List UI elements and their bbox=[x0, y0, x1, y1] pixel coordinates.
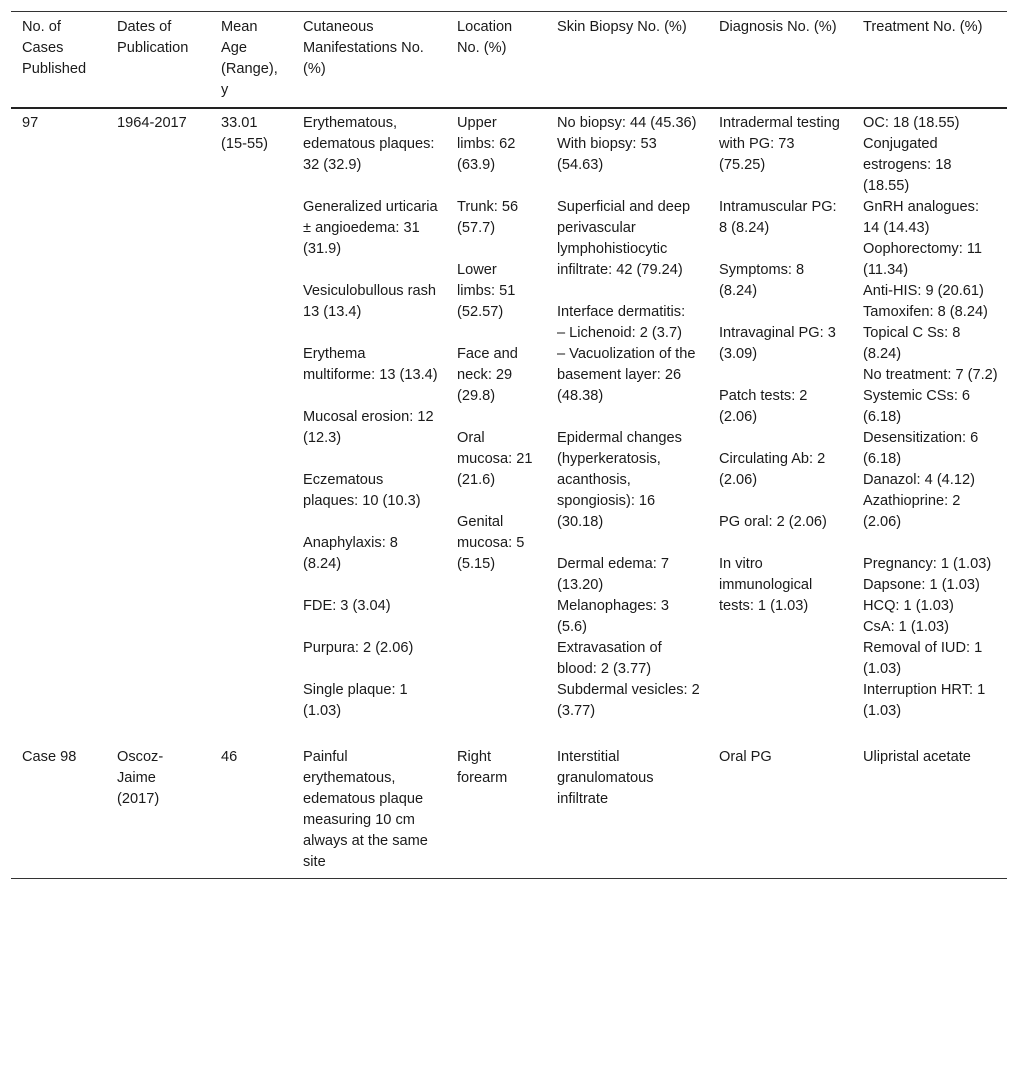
cell-location: Right forearm bbox=[457, 749, 508, 786]
header-diagnosis: Diagnosis No. (%) bbox=[719, 19, 837, 35]
list-item: OC: 18 (18.55) bbox=[863, 115, 960, 131]
list-item: Subdermal vesicles: 2 (3.77) bbox=[557, 682, 700, 719]
cell-diagnosis bbox=[708, 108, 852, 734]
spacer bbox=[719, 365, 844, 386]
list-item: Melanophages: 3 (5.6) bbox=[557, 598, 669, 635]
spacer bbox=[457, 407, 538, 428]
cell-cases: Case 98 bbox=[22, 749, 77, 765]
list-item: Oral mucosa: 21 (21.6) bbox=[457, 430, 533, 488]
list-item: Intradermal testing with PG: 73 (75.25) bbox=[719, 115, 840, 173]
table-row bbox=[11, 734, 1007, 879]
cell-biopsy bbox=[546, 108, 708, 734]
cell-manifestations bbox=[292, 108, 446, 734]
list-item: CsA: 1 (1.03) bbox=[863, 619, 949, 635]
list-item: Circulating Ab: 2 (2.06) bbox=[719, 451, 826, 488]
list-item: Oophorectomy: 11 (11.34) bbox=[863, 241, 982, 278]
list-item: – Vacuolization of the basement layer: 26 (48.38) bbox=[557, 346, 696, 404]
list-item: Extravasation of blood: 2 (3.77) bbox=[557, 640, 662, 677]
list-item: Tamoxifen: 8 (8.24) bbox=[863, 304, 988, 320]
spacer bbox=[457, 176, 538, 197]
header-location: Location No. (%) bbox=[457, 19, 513, 56]
spacer bbox=[457, 491, 538, 512]
list-item: Patch tests: 2 (2.06) bbox=[719, 388, 808, 425]
spacer bbox=[719, 176, 844, 197]
list-item: Removal of IUD: 1 (1.03) bbox=[863, 640, 983, 677]
list-item: Pregnancy: 1 (1.03) bbox=[863, 556, 992, 572]
spacer bbox=[303, 617, 438, 638]
list-item: Single plaque: 1 (1.03) bbox=[303, 682, 408, 719]
spacer bbox=[457, 239, 538, 260]
header-row bbox=[11, 12, 1007, 109]
table-row bbox=[11, 108, 1007, 734]
list-item: No biopsy: 44 (45.36) bbox=[557, 115, 697, 131]
list-item: – Lichenoid: 2 (3.7) bbox=[557, 325, 682, 341]
header-age: Mean Age (Range), y bbox=[221, 19, 278, 98]
spacer bbox=[303, 512, 438, 533]
list-item: Dapsone: 1 (1.03) bbox=[863, 577, 980, 593]
cell-cases: 97 bbox=[22, 115, 39, 131]
list-item: Lower limbs: 51 (52.57) bbox=[457, 262, 516, 320]
list-item: Systemic CSs: 6 (6.18) bbox=[863, 388, 971, 425]
spacer bbox=[557, 176, 700, 197]
list-item: Symptoms: 8 (8.24) bbox=[719, 262, 805, 299]
cell-biopsy: Interstitial granulomatous infiltrate bbox=[557, 749, 654, 807]
list-item: Purpura: 2 (2.06) bbox=[303, 640, 414, 656]
spacer bbox=[457, 323, 538, 344]
list-item: Dermal edema: 7 (13.20) bbox=[557, 556, 669, 593]
spacer bbox=[303, 176, 438, 197]
spacer bbox=[719, 302, 844, 323]
spacer bbox=[719, 533, 844, 554]
spacer bbox=[557, 407, 700, 428]
spacer bbox=[303, 386, 438, 407]
list-item: Desensitization: 6 (6.18) bbox=[863, 430, 979, 467]
list-item: In vitro immunological tests: 1 (1.03) bbox=[719, 556, 813, 614]
list-item: Genital mucosa: 5 (5.15) bbox=[457, 514, 525, 572]
cell-manifestations: Painful erythematous, edematous plaque measuring 10 cm always at the same site bbox=[303, 749, 428, 870]
list-item: HCQ: 1 (1.03) bbox=[863, 598, 954, 614]
list-item: Interruption HRT: 1 (1.03) bbox=[863, 682, 986, 719]
list-item: No treatment: 7 (7.2) bbox=[863, 367, 998, 383]
spacer bbox=[719, 428, 844, 449]
spacer bbox=[557, 281, 700, 302]
spacer bbox=[719, 491, 844, 512]
data-table bbox=[11, 11, 1007, 879]
spacer bbox=[557, 533, 700, 554]
spacer bbox=[303, 659, 438, 680]
cell-dates: Oscoz-Jaime (2017) bbox=[117, 749, 164, 807]
header-dates: Dates of Publication bbox=[117, 19, 189, 56]
spacer bbox=[303, 449, 438, 470]
spacer bbox=[303, 260, 438, 281]
list-item: Danazol: 4 (4.12) bbox=[863, 472, 975, 488]
list-item: Upper limbs: 62 (63.9) bbox=[457, 115, 516, 173]
list-item: PG oral: 2 (2.06) bbox=[719, 514, 827, 530]
spacer bbox=[719, 239, 844, 260]
list-item: GnRH analogues: 14 (14.43) bbox=[863, 199, 980, 236]
spacer bbox=[303, 323, 438, 344]
list-item: Face and neck: 29 (29.8) bbox=[457, 346, 518, 404]
list-item: Eczematous plaques: 10 (10.3) bbox=[303, 472, 421, 509]
header-treatment: Treatment No. (%) bbox=[863, 19, 983, 35]
table-container bbox=[11, 11, 1007, 879]
cell-treatment: Ulipristal acetate bbox=[863, 749, 971, 765]
cell-location bbox=[446, 108, 546, 734]
header-biopsy: Skin Biopsy No. (%) bbox=[557, 19, 687, 35]
list-item: With biopsy: 53 (54.63) bbox=[557, 136, 657, 173]
list-item: Generalized urticaria ± angioedema: 31 (31.9) bbox=[303, 199, 438, 257]
list-item: Intravaginal PG: 3 (3.09) bbox=[719, 325, 836, 362]
cell-dates: 1964-2017 bbox=[117, 115, 187, 131]
list-item: Topical C Ss: 8 (8.24) bbox=[863, 325, 961, 362]
spacer bbox=[303, 575, 438, 596]
list-item: Vesiculobullous rash 13 (13.4) bbox=[303, 283, 437, 320]
list-item: Anaphylaxis: 8 (8.24) bbox=[303, 535, 398, 572]
cell-diagnosis: Oral PG bbox=[719, 749, 772, 765]
list-item: Mucosal erosion: 12 (12.3) bbox=[303, 409, 434, 446]
list-item: Superficial and deep perivascular lymphohistiocytic infiltrate: 42 (79.24) bbox=[557, 199, 691, 278]
list-item: Intramuscular PG: 8 (8.24) bbox=[719, 199, 837, 236]
list-item: Anti-HIS: 9 (20.61) bbox=[863, 283, 984, 299]
cell-treatment bbox=[852, 108, 1007, 734]
list-item: FDE: 3 (3.04) bbox=[303, 598, 391, 614]
cell-age: 46 bbox=[221, 749, 238, 765]
list-item: Interface dermatitis: bbox=[557, 304, 686, 320]
list-item: Erythema multiforme: 13 (13.4) bbox=[303, 346, 438, 383]
list-item: Trunk: 56 (57.7) bbox=[457, 199, 519, 236]
list-item: Epidermal changes (hyperkeratosis, acanthosis, spongiosis): 16 (30.18) bbox=[557, 430, 682, 530]
cell-age: 33.01 (15-55) bbox=[221, 115, 269, 152]
header-manifestations: Cutaneous Manifestations No. (%) bbox=[303, 19, 424, 77]
list-item: Azathioprine: 2 (2.06) bbox=[863, 493, 961, 530]
list-item: Erythematous, edematous plaques: 32 (32.9) bbox=[303, 115, 435, 173]
spacer bbox=[863, 533, 999, 554]
list-item: Conjugated estrogens: 18 (18.55) bbox=[863, 136, 952, 194]
header-cases: No. of Cases Published bbox=[22, 19, 87, 77]
